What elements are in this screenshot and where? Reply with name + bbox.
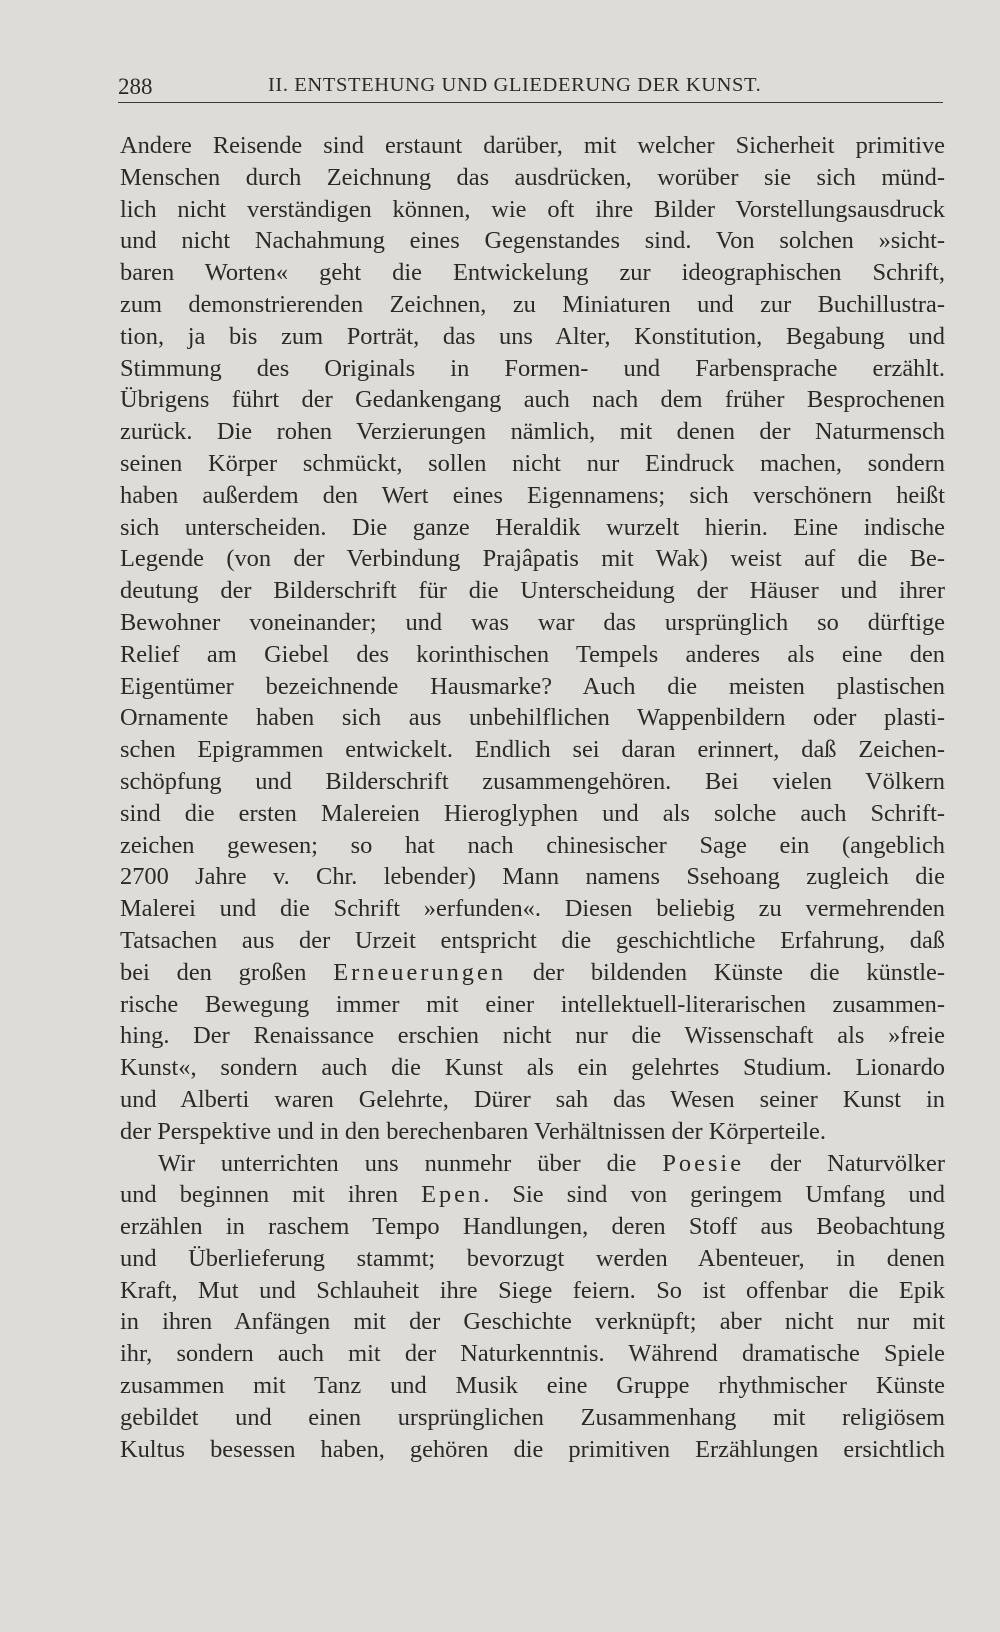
text-line: zusammen mit Tanz und Musik eine Gruppe rhythmischer Künste: [120, 1372, 945, 1400]
emphasized-word: Erneuerungen: [333, 958, 507, 986]
text-line: seinen Körper schmückt, sollen nicht nur Eindruck machen, sondern: [120, 449, 945, 477]
text-line: baren Worten« geht die Entwickelung zur ideographischen Schrift,: [120, 259, 945, 287]
text-line: Malerei und die Schrift »erfunden«. Diesen beliebig zu vermehrenden: [120, 895, 945, 923]
text-line: Übrigens führt der Gedankengang auch nach dem früher Besprochenen: [120, 386, 945, 414]
text-line: 2700 Jahre v. Chr. lebender) Mann namens Ssehoang zugleich die: [120, 863, 945, 891]
text-line: Eigentümer bezeichnende Hausmarke? Auch die meisten plastischen: [120, 672, 945, 700]
text-line: bei den großen Erneuerungen der bildenden Künste die künstle-: [120, 958, 945, 986]
body-text: [120, 130, 945, 1465]
running-title: II. ENTSTEHUNG UND GLIEDERUNG DER KUNST.: [268, 74, 762, 96]
text-line: Tatsachen aus der Urzeit entspricht die geschichtliche Erfahrung, daß: [120, 926, 945, 954]
text-line: in ihren Anfängen mit der Geschichte verknüpft; aber nicht nur mit: [120, 1308, 945, 1336]
text-line: Bewohner voneinander; und was war das ursprünglich so dürftige: [120, 608, 945, 636]
text-line: lich nicht verständigen können, wie oft ihre Bilder Vorstellungsausdruck: [120, 195, 945, 223]
text-line: haben außerdem den Wert eines Eigennamens; sich verschönern heißt: [120, 481, 945, 509]
text-line: sich unterscheiden. Die ganze Heraldik wurzelt hierin. Eine indische: [120, 513, 945, 541]
text-line: zurück. Die rohen Verzierungen nämlich, mit denen der Naturmensch: [120, 418, 945, 446]
text-line: erzählen in raschem Tempo Handlungen, deren Stoff aus Beobachtung: [120, 1213, 945, 1241]
text-line: sind die ersten Malereien Hieroglyphen und als solche auch Schrift-: [120, 799, 945, 827]
emphasized-word: Epen: [421, 1181, 484, 1209]
text-line: und Überlieferung stammt; bevorzugt werden Abenteuer, in denen: [120, 1244, 945, 1272]
text-line: Ornamente haben sich aus unbehilflichen Wappenbildern oder plasti-: [120, 704, 945, 732]
text-line: und beginnen mit ihren Epen. Sie sind von geringem Umfang und: [120, 1181, 945, 1209]
text-line: und nicht Nachahmung eines Gegenstandes sind. Von solchen »sicht-: [120, 227, 945, 255]
text-line: Andere Reisende sind erstaunt darüber, mit welcher Sicherheit primitive: [120, 132, 945, 159]
text-line: tion, ja bis zum Porträt, das uns Alter, Konstitution, Begabung und: [120, 322, 945, 350]
text-line: und Alberti waren Gelehrte, Dürer sah das Wesen seiner Kunst in: [120, 1085, 945, 1113]
text-line: gebildet und einen ursprünglichen Zusammenhang mit religiösem: [120, 1403, 945, 1431]
text-line: zeichen gewesen; so hat nach chinesischer Sage ein (angeblich: [120, 831, 945, 859]
text-line: der Perspektive und in den berechenbaren Verhältnissen der Körperteile.: [120, 1117, 826, 1145]
text-line: hing. Der Renaissance erschien nicht nur die Wissenschaft als »freie: [120, 1022, 945, 1050]
text-line: ihr, sondern auch mit der Naturkenntnis. Während dramatische Spiele: [120, 1340, 945, 1368]
text-line: Kultus besessen haben, gehören die primitiven Erzählungen ersichtlich: [120, 1435, 945, 1463]
text-line: schöpfung und Bilderschrift zusammengehören. Bei vielen Völkern: [120, 767, 945, 795]
page-number: 288: [118, 74, 153, 99]
text-line: Kraft, Mut und Schlauheit ihre Siege feiern. So ist offenbar die Epik: [120, 1276, 945, 1304]
text-line: rische Bewegung immer mit einer intellektuell-literarischen zusammen-: [120, 990, 945, 1018]
text-line: deutung der Bilderschrift für die Unterscheidung der Häuser und ihrer: [120, 577, 945, 605]
page-header: [118, 70, 943, 103]
text-line: Menschen durch Zeichnung das ausdrücken, worüber sie sich münd-: [120, 163, 945, 191]
text-line: schen Epigrammen entwickelt. Endlich sei daran erinnert, daß Zeichen-: [120, 736, 945, 764]
text-line: Wir unterrichten uns nunmehr über die Poesie der Naturvölker: [158, 1149, 945, 1177]
text-line: Kunst«, sondern auch die Kunst als ein gelehrtes Studium. Lionardo: [120, 1054, 945, 1082]
text-line: zum demonstrierenden Zeichnen, zu Miniaturen und zur Buchillustra-: [120, 290, 945, 318]
text-line: Legende (von der Verbindung Prajâpatis mit Wak) weist auf die Be-: [120, 545, 945, 573]
emphasized-word: Poesie: [662, 1149, 745, 1177]
text-line: Stimmung des Originals in Formen- und Farbensprache erzählt.: [120, 354, 945, 382]
text-line: Relief am Giebel des korinthischen Tempels anderes als eine den: [120, 640, 945, 668]
